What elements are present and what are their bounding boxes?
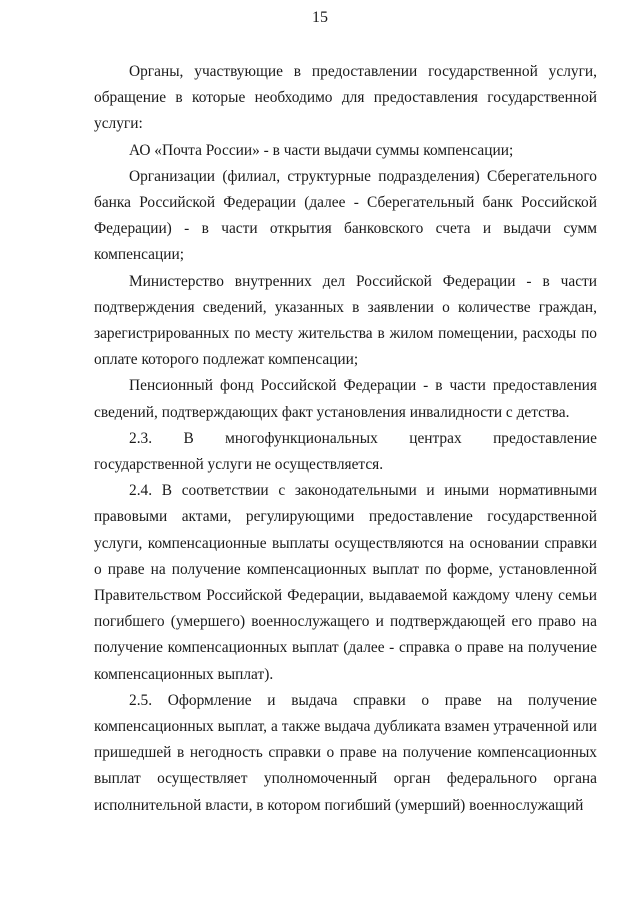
- document-body: [94, 59, 597, 819]
- paragraph-section-2-4: 2.4. В соответствии с законодательными и иными нормативными правовыми актами, регулирующими предоставление государственной услуги, компенсационные выплаты осуществляются на основании справки о праве на получение компенсационных выплат по форме, установленной Правительством Российской Федерации, выдаваемой каждому члену семьи погибшего (умершего) военнослужащего и подтверждающей его право на получение компенсационных выплат (далее - справка о праве на получение компенсационных выплат).: [94, 482, 597, 683]
- paragraph-pension-fund: Пенсионный фонд Российской Федерации - в части предоставления сведений, подтверждающих факт установления инвалидности с детства.: [94, 377, 597, 421]
- paragraph-section-2-5: 2.5. Оформление и выдача справки о праве на получение компенсационных выплат, а также выдача дубликата взамен утраченной или пришедшей в негодность справки о праве на получение компенсационных выплат осуществляет уполномоченный орган федерального органа исполнительной власти, в котором погибший (умерший) военнослужащий: [94, 691, 597, 814]
- paragraph-section-2-3: 2.3. В многофункциональных центрах предоставление государственной услуги не осуществляется.: [94, 429, 597, 474]
- paragraph-sberbank: Организации (филиал, структурные подразделения) Сберегательного банка Российской Федерации (далее - Сберегательный банк Российской Федерации) - в части открытия банковского счета и выдачи сумм компенсации;: [94, 167, 597, 264]
- paragraph-russian-post: АО «Почта России» - в части выдачи суммы компенсации;: [129, 141, 514, 159]
- page-number: 15: [312, 9, 328, 26]
- paragraph-interior-ministry: Министерство внутренних дел Российской Федерации - в части подтверждения сведений, указанных в заявлении о количестве граждан, зарегистрированных по месту жительства в жилом помещении, расходы по оплате которого подлежат компенсации;: [94, 272, 597, 369]
- paragraph-participating-bodies: Органы, участвующие в предоставлении государственной услуги, обращение в которые необходимо для предоставления государственной услуги:: [94, 63, 597, 133]
